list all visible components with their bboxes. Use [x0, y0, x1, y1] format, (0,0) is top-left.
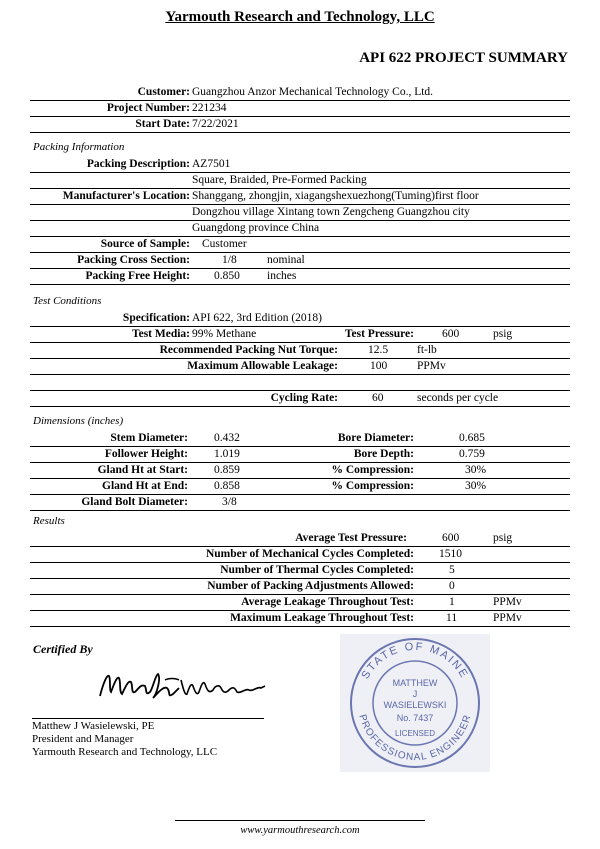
dimensions-section-title: Dimensions (inches) [33, 415, 124, 427]
gland-end-value: 0.858 [214, 480, 240, 492]
certifier-name: Matthew J Wasielewski, PE [32, 720, 155, 732]
cycling-rate-value: 60 [372, 392, 384, 404]
footer-divider [175, 820, 425, 821]
max-leakage-row [30, 610, 570, 627]
gland-end-row [30, 478, 570, 495]
manufacturer-line-3: Guangdong province China [192, 222, 320, 234]
avg-leakage-label: Average Leakage Throughout Test: [241, 596, 414, 608]
bore-diameter-value: 0.685 [459, 432, 485, 444]
packing-desc-value-2: Square, Braided, Pre-Formed Packing [192, 174, 367, 186]
manufacturer-label: Manufacturer's Location: [62, 190, 190, 202]
follower-height-value: 1.019 [214, 448, 240, 460]
gland-end-label: Gland Ht at End: [102, 480, 188, 492]
certifier-role: President and Manager [32, 733, 134, 745]
manufacturer-row [30, 188, 570, 205]
bore-depth-value: 0.759 [459, 448, 485, 460]
bore-depth-label: Bore Depth: [353, 448, 414, 460]
seal-name-2: J [412, 689, 418, 699]
avg-pressure-row [30, 530, 570, 547]
media-value: 99% Methane [192, 328, 257, 340]
compression-start-value: 30% [465, 464, 487, 476]
allowable-leakage-row [30, 358, 570, 375]
bolt-diameter-value: 3/8 [222, 496, 237, 508]
stem-row [30, 430, 570, 447]
bolt-row [30, 494, 570, 511]
adjustments-row [30, 578, 570, 595]
test-pressure-label: Test Pressure: [344, 328, 414, 340]
results-section-title: Results [33, 515, 65, 527]
adjustments-label: Number of Packing Adjustments Allowed: [207, 580, 414, 592]
certifier-block [32, 720, 217, 759]
cross-section-unit: nominal [267, 254, 305, 266]
seal-name-3: WASIELEWSKI [383, 700, 447, 710]
signature-line [32, 718, 264, 719]
thermal-cycles-label: Number of Thermal Cycles Completed: [220, 564, 414, 576]
cross-section-row [30, 252, 570, 269]
test-section-title: Test Conditions [33, 295, 102, 307]
source-value: Customer [202, 238, 247, 250]
start-date-row [30, 116, 570, 133]
gland-start-value: 0.859 [214, 464, 240, 476]
thermal-cycles-row [30, 562, 570, 579]
project-number-value: 221234 [192, 102, 227, 114]
manufacturer-row-2 [30, 204, 570, 221]
certified-by-label: Certified By [33, 642, 93, 656]
torque-row [30, 342, 570, 359]
bore-diameter-label: Bore Diameter: [337, 432, 414, 444]
manufacturer-line-1: Shanggang, zhongjin, xiagangshexuezhong(Tuming)first floor [192, 190, 479, 202]
follower-height-label: Follower Height: [104, 448, 188, 460]
mech-cycles-row [30, 546, 570, 563]
mech-cycles-label: Number of Mechanical Cycles Completed: [205, 548, 414, 560]
cross-section-value: 1/8 [222, 254, 237, 266]
seal-number: No. 7437 [396, 713, 434, 723]
stem-diameter-value: 0.432 [214, 432, 240, 444]
torque-label: Recommended Packing Nut Torque: [159, 344, 338, 356]
torque-unit: ft-lb [417, 344, 437, 356]
packing-desc-label: Packing Description: [86, 158, 190, 170]
cycling-rate-label: Cycling Rate: [270, 392, 338, 404]
source-row [30, 236, 570, 253]
free-height-unit: inches [267, 270, 297, 282]
avg-pressure-value: 600 [442, 532, 460, 544]
avg-pressure-label: Average Test Pressure: [295, 532, 407, 544]
seal-licensed: LICENSED [394, 729, 436, 738]
free-height-label: Packing Free Height: [85, 270, 190, 282]
bolt-diameter-label: Gland Bolt Diameter: [81, 496, 188, 508]
customer-value: Guangzhou Anzor Mechanical Technology Co., Ltd. [192, 86, 434, 98]
professional-engineer-seal [340, 634, 490, 772]
blank-row [30, 374, 570, 391]
allowable-leakage-value: 100 [370, 360, 388, 372]
packing-desc-value: AZ7501 [192, 158, 231, 170]
media-label: Test Media: [131, 328, 190, 340]
seal-profession: PROFESSIONAL ENGINEER [356, 713, 474, 764]
thermal-cycles-value: 5 [449, 564, 455, 576]
packing-desc-row [30, 156, 570, 173]
start-date-value: 7/22/2021 [192, 118, 239, 130]
footer-url[interactable]: www.yarmouthresearch.com [240, 825, 360, 836]
company-header: Yarmouth Research and Technology, LLC [165, 9, 435, 25]
project-number-label: Project Number: [106, 102, 190, 114]
cycling-rate-row [30, 390, 570, 407]
seal-name-1: MATTHEW [392, 678, 438, 688]
cycling-rate-unit: seconds per cycle [417, 392, 499, 404]
spec-value: API 622, 3rd Edition (2018) [192, 312, 323, 324]
compression-start-label: % Compression: [331, 464, 414, 476]
packing-desc-row-2 [30, 172, 570, 189]
customer-label: Customer: [137, 86, 190, 98]
test-pressure-unit: psig [493, 328, 513, 340]
avg-pressure-unit: psig [493, 532, 513, 544]
gland-start-row [30, 462, 570, 479]
spec-row [30, 310, 570, 327]
test-pressure-value: 600 [442, 328, 460, 340]
spec-label: Specification: [122, 312, 190, 324]
max-leakage-unit: PPMv [493, 612, 522, 624]
max-leakage-value: 11 [446, 612, 458, 624]
avg-leakage-row [30, 594, 570, 611]
max-leakage-label: Maximum Leakage Throughout Test: [230, 612, 414, 624]
allowable-leakage-unit: PPMv [417, 360, 446, 372]
allowable-leakage-label: Maximum Allowable Leakage: [187, 360, 338, 372]
seal-state: STATE OF MAINE [359, 640, 471, 682]
free-height-row [30, 268, 570, 285]
start-date-label: Start Date: [135, 118, 190, 130]
follower-row [30, 446, 570, 463]
mech-cycles-value: 1510 [439, 548, 462, 560]
cross-section-label: Packing Cross Section: [77, 254, 190, 266]
project-number-row [30, 100, 570, 117]
compression-end-value: 30% [465, 480, 487, 492]
source-label: Source of Sample: [100, 238, 190, 250]
manufacturer-line-2: Dongzhou village Xintang town Zengcheng Guangzhou city [192, 206, 470, 218]
torque-value: 12.5 [368, 344, 389, 356]
signature [95, 666, 270, 706]
avg-leakage-value: 1 [449, 596, 455, 608]
packing-section-title: Packing Information [33, 141, 125, 153]
gland-start-label: Gland Ht at Start: [97, 464, 188, 476]
customer-row [30, 84, 570, 101]
free-height-value: 0.850 [214, 270, 240, 282]
compression-end-label: % Compression: [331, 480, 414, 492]
avg-leakage-unit: PPMv [493, 596, 522, 608]
certifier-company: Yarmouth Research and Technology, LLC [32, 746, 218, 758]
adjustments-value: 0 [449, 580, 455, 592]
manufacturer-row-3 [30, 220, 570, 237]
document-title: API 622 PROJECT SUMMARY [359, 50, 568, 66]
stem-diameter-label: Stem Diameter: [110, 432, 188, 444]
media-row [30, 326, 570, 343]
